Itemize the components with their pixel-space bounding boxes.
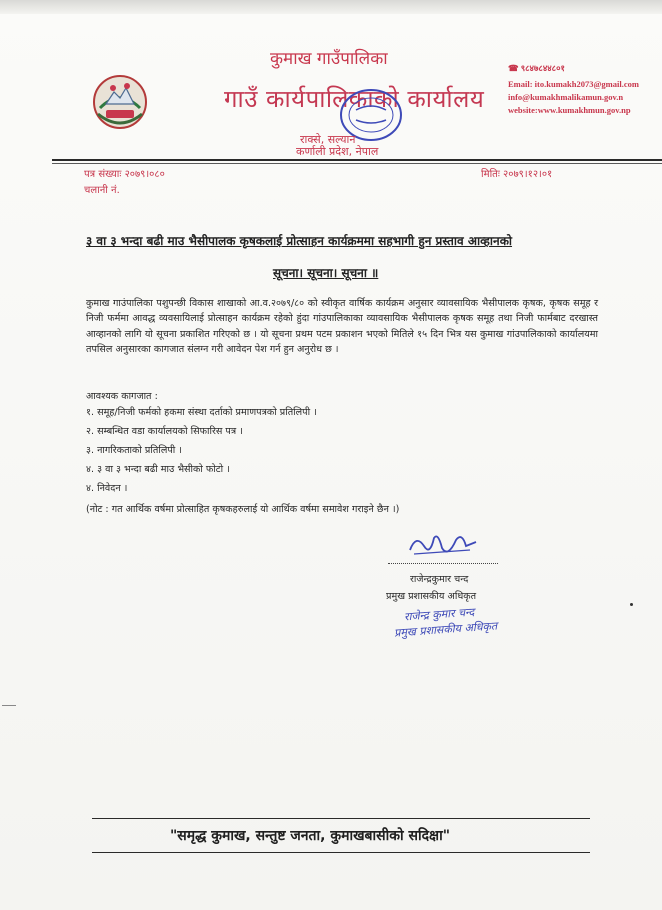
header-divider (52, 159, 662, 161)
office-address: राक्से, सल्यान (300, 133, 356, 146)
info-email: info@kumakhmalikamun.gov.n (508, 92, 624, 102)
footer-divider-top (92, 818, 590, 819)
office-title: गाउँ कार्यपालिकाको कार्यालय (224, 85, 485, 113)
letter-date: मितिः २०७९।१२।०१ (481, 169, 553, 180)
scan-edge (0, 0, 662, 14)
footer-divider-bottom (92, 852, 590, 853)
phone-number: ☎ ९८४७८४४८०१ (508, 63, 565, 73)
email-address: Email: ito.kumakh2073@gmail.com (508, 79, 639, 89)
footer-motto: "समृद्ध कुमाख, सन्तुष्ट जनता, कुमाखबासीको सदिक्षा" (170, 828, 450, 844)
subject-line: ३ वा ३ भन्दा बढी माउ भैसीपालक कृषकलाई प्रोत्साहन कार्यक्रममा सहभागी हुन प्रस्ताव आव्हानको (86, 234, 513, 248)
website: website:www.kumakhmun.gov.np (508, 105, 631, 115)
office-province: कर्णाली प्रदेश, नेपाल (296, 145, 379, 158)
signatory-name: राजेन्द्रकुमार चन्द (410, 574, 469, 585)
signature-line (388, 563, 498, 564)
letter-number: पत्र संख्याः २०७९।०८० (84, 169, 165, 180)
scan-speck (630, 603, 633, 606)
required-docs-heading: आवश्यक कागजात : (86, 391, 158, 402)
office-name: कुमाख गाउँपालिका (270, 49, 388, 69)
doc-item: २. सम्बन्धित वडा कार्यालयको सिफारिस पत्र । (86, 426, 243, 437)
doc-item: ४. ३ वा ३ भन्दा बढी माउ भैसीको फोटो । (86, 464, 230, 475)
note: (नोट : गत आर्थिक वर्षमा प्रोत्साहित कृषकहरुलाई यो आर्थिक वर्षमा समावेश गराइने छैन ।) (86, 504, 400, 515)
doc-item: ३. नागरिकताको प्रतिलिपी । (86, 445, 182, 456)
doc-item: ४. निवेदन । (86, 483, 128, 494)
signatory-title: प्रमुख प्रशासकीय अधिकृत (386, 591, 477, 602)
signatory-stamp-name: राजेन्द्र कुमार चन्द (403, 605, 475, 624)
nepal-emblem-icon (92, 74, 148, 130)
notice-heading: सूचना। सूचना। सूचना ॥ (273, 266, 379, 280)
header-divider-thin (52, 163, 662, 164)
doc-item: १. समूह/निजी फर्मको हकमा संस्था दर्ताको प्रमाणपत्रको प्रतिलिपी । (86, 407, 317, 418)
notice-paragraph: कुमाख गाउंपालिका पशुपन्छी विकास शाखाको आ.व.२०७९/८० को स्वीकृत वार्षिक कार्यक्रम अनुसार व्यावसायिक भैसीपालक कृषक, कृषक समूह र निजी फर्ममा आवद्ध व्यवसायिलाई प्रोत्साहन कार्यक्रम रहेको हुंदा गांउपालिकाका व्यावसायिक भैसीपालक कृषक समूह तथा निजी फार्मबाट दरखास्त आव्हानको लागि यो सूचना प्रकाशित गरिएको छ । यो सूचना प्रथम पटम प्रकाशन भएको मितिले १५ दिन भित्र यस कुमाख गांउपालिकाको कार्यालयमा तपसिल अनुसारका कागजात संलग्न गरी आवेदन पेश गर्न हुन अनुरोध छ । (86, 298, 598, 355)
punch-mark (2, 705, 16, 706)
handwritten-signature (404, 528, 482, 562)
signatory-stamp-title: प्रमुख प्रशासकीय अधिकृत (393, 619, 498, 640)
dispatch-number: चलानी नं. (84, 185, 120, 196)
